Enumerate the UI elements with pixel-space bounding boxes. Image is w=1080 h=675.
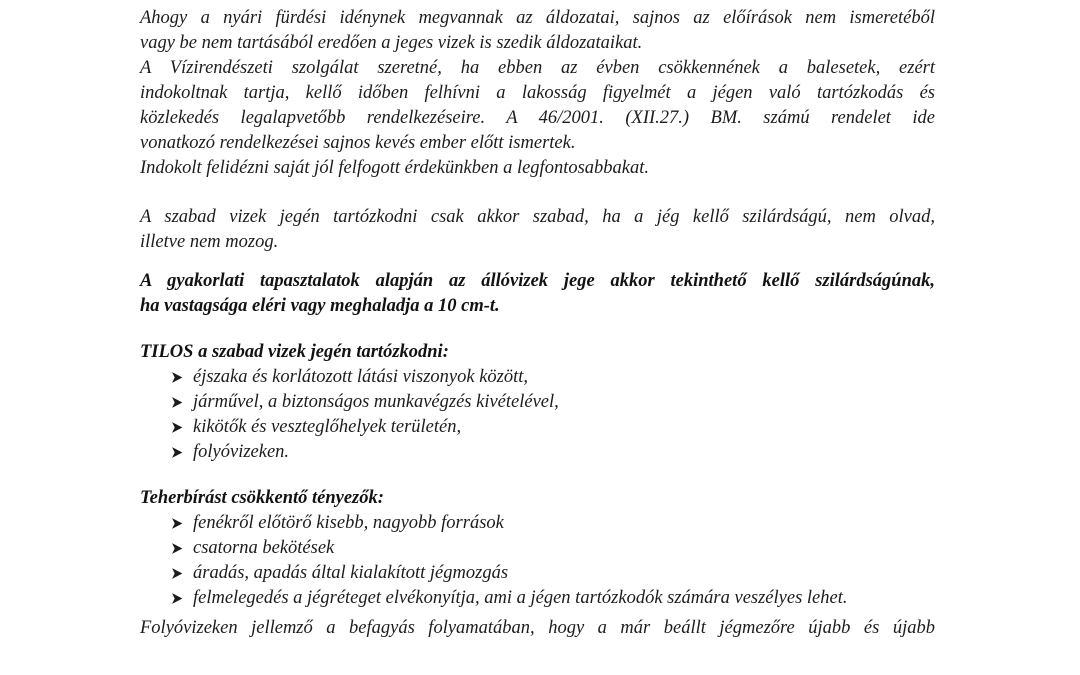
arrowhead-bullet-icon — [171, 542, 184, 555]
text-line: ha vastagsága eléri vagy meghaladja a 10 cm-t. — [140, 296, 500, 316]
arrowhead-bullet-icon — [171, 371, 184, 384]
arrowhead-bullet-icon — [171, 396, 184, 409]
ice-thickness-bold-paragraph — [140, 269, 935, 319]
list-item — [140, 415, 935, 440]
text-line: Folyóvizeken jellemző a befagyás folyamatában, hogy a már beállt jégmezőre újabb és újabb — [140, 618, 935, 638]
intro-paragraph-3 — [140, 156, 935, 181]
intro-paragraph-1 — [140, 6, 935, 56]
text-line: közlekedés legalapvetőbb rendelkezéseire. A 46/2001. (XII.27.) BM. számú rendelet ide — [140, 108, 935, 128]
list-item — [140, 440, 935, 465]
list-item — [140, 390, 935, 415]
list-item — [140, 511, 935, 536]
arrowhead-bullet-icon — [171, 567, 184, 580]
list-item-text: áradás, apadás által kialakított jégmozgás — [193, 563, 509, 583]
text-line: vagy be nem tartásából eredően a jeges vizek is szedik áldozataikat. — [140, 33, 643, 53]
load-factors-list — [140, 511, 935, 611]
list-item-text: felmelegedés a jégréteget elvékonyítja, ami a jégen tartózkodók számára veszélyes lehet. — [193, 588, 848, 608]
list-item — [140, 586, 935, 611]
intro-paragraph-2 — [140, 56, 935, 156]
text-line: Ahogy a nyári fürdési idénynek megvannak az áldozatai, sajnos az előírások nem ismeretéből — [140, 8, 935, 28]
list-item-text: kikötők és veszteglőhelyek területén, — [193, 417, 462, 437]
list-item-text: folyóvizeken. — [193, 442, 290, 462]
list-item — [140, 561, 935, 586]
tilos-heading — [140, 340, 935, 365]
text-line: indokoltnak tartja, kellő időben felhívni a lakosság figyelmét a jégen való tartózkodás és — [140, 83, 935, 103]
load-factors-heading — [140, 486, 935, 511]
heading-text: Teherbírást csökkentő tényezők: — [140, 488, 384, 508]
list-item-text: éjszaka és korlátozott látási viszonyok között, — [193, 367, 529, 387]
closing-paragraph-partial — [140, 616, 935, 641]
text-line: illetve nem mozog. — [140, 232, 279, 252]
text-line: A szabad vizek jegén tartózkodni csak akkor szabad, ha a jég kellő szilárdságú, nem olvad, — [140, 207, 935, 227]
arrowhead-bullet-icon — [171, 592, 184, 605]
text-line: vonatkozó rendelkezései sajnos kevés ember előtt ismertek. — [140, 133, 576, 153]
arrowhead-bullet-icon — [171, 517, 184, 530]
arrowhead-bullet-icon — [171, 421, 184, 434]
list-item — [140, 536, 935, 561]
list-item-text: járművel, a biztonságos munkavégzés kivételével, — [193, 392, 559, 412]
text-line: A Vízirendészeti szolgálat szeretné, ha ebben az évben csökkennének a balesetek, ezért — [140, 58, 935, 78]
list-item-text: fenékről előtörő kisebb, nagyobb források — [193, 513, 504, 533]
tilos-list — [140, 365, 935, 465]
text-line: Indokolt felidézni saját jól felfogott érdekünkben a legfontosabbakat. — [140, 158, 650, 178]
document-text-block — [140, 6, 935, 641]
arrowhead-bullet-icon — [171, 446, 184, 459]
list-item-text: csatorna bekötések — [193, 538, 335, 558]
ice-rule-paragraph — [140, 205, 935, 255]
list-item — [140, 365, 935, 390]
text-line: A gyakorlati tapasztalatok alapján az állóvizek jege akkor tekinthető kellő szilárdságúnak, — [140, 271, 935, 291]
heading-text: TILOS a szabad vizek jegén tartózkodni: — [140, 342, 449, 362]
